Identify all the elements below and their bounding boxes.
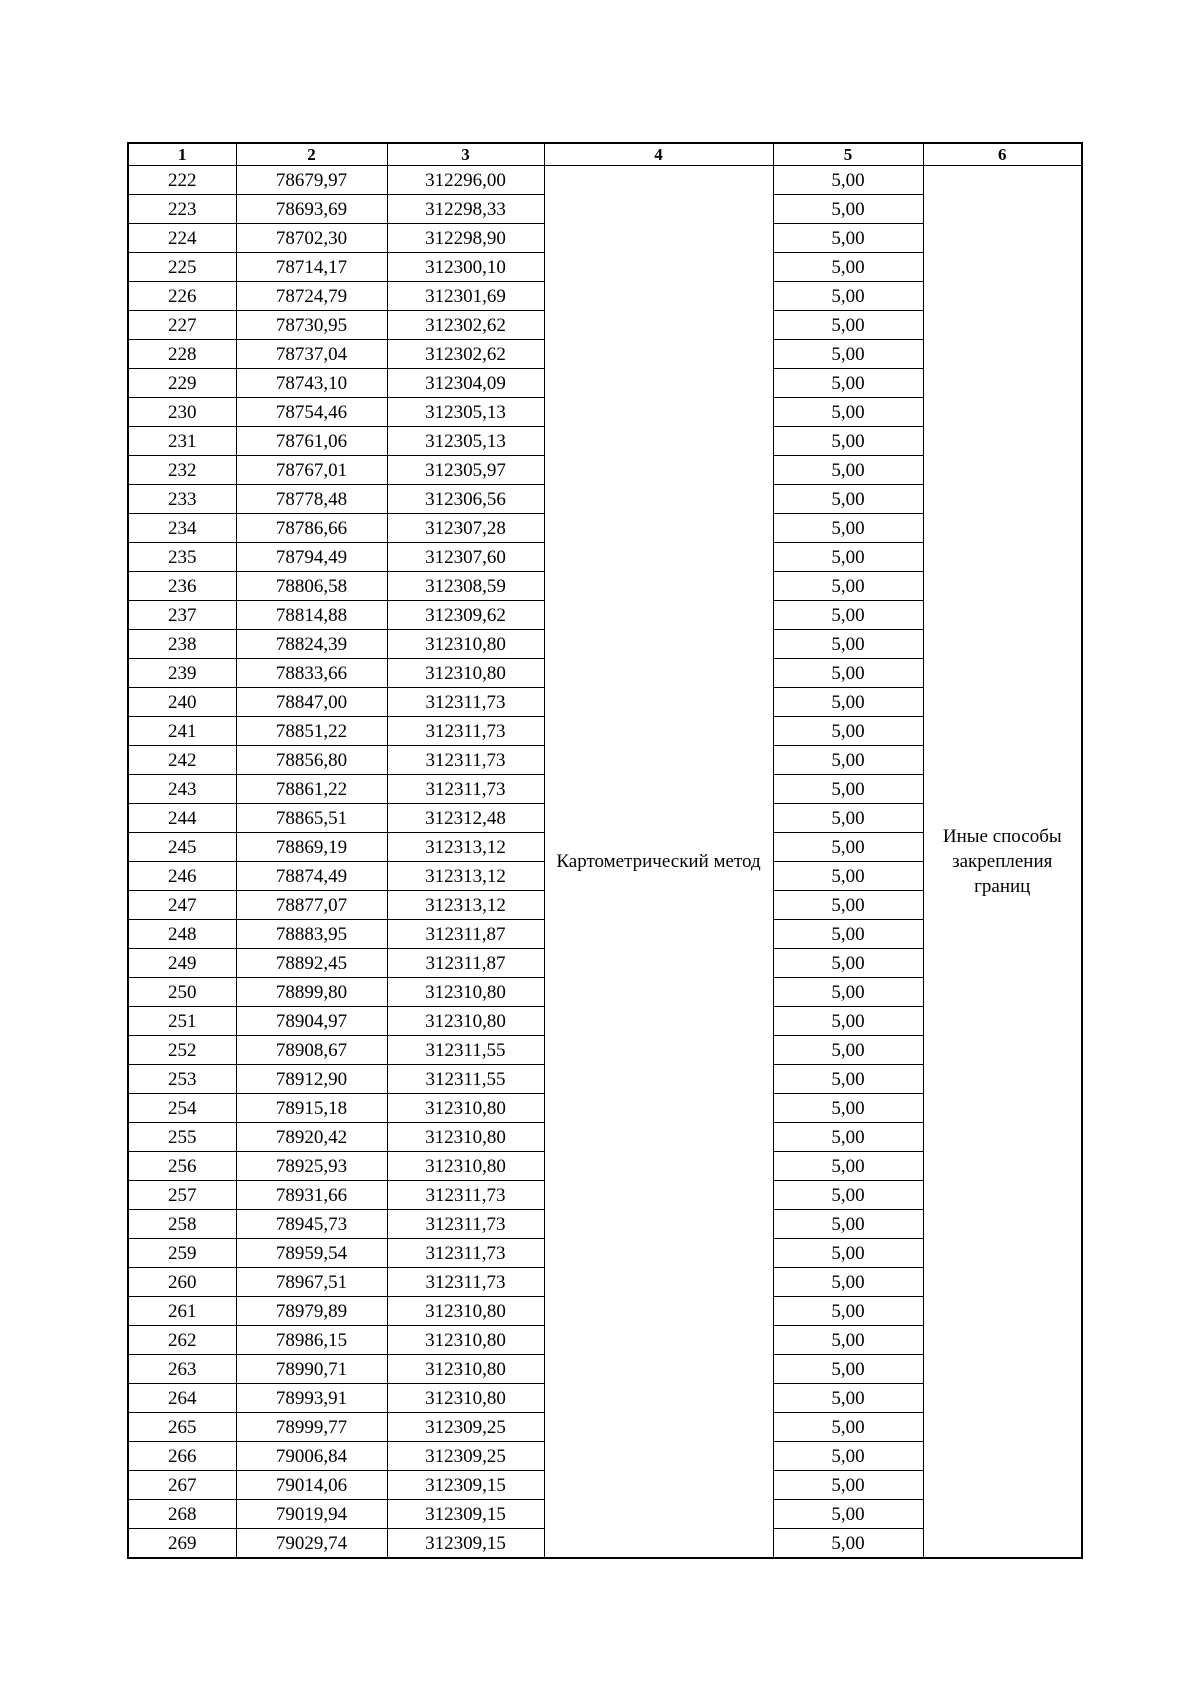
coordinates-table (127, 142, 1083, 1559)
x-coordinate-cell: 78877,07 (236, 891, 387, 920)
y-coordinate-cell: 312305,13 (387, 427, 544, 456)
accuracy-cell: 5,00 (773, 833, 923, 862)
y-coordinate-cell: 312310,80 (387, 1094, 544, 1123)
point-number-cell: 263 (128, 1355, 236, 1384)
x-coordinate-cell: 78737,04 (236, 340, 387, 369)
point-number-cell: 233 (128, 485, 236, 514)
accuracy-cell: 5,00 (773, 311, 923, 340)
point-number-cell: 229 (128, 369, 236, 398)
accuracy-cell: 5,00 (773, 1326, 923, 1355)
x-coordinate-cell: 78912,90 (236, 1065, 387, 1094)
x-coordinate-cell: 78869,19 (236, 833, 387, 862)
accuracy-cell: 5,00 (773, 572, 923, 601)
y-coordinate-cell: 312309,15 (387, 1500, 544, 1529)
x-coordinate-cell: 78824,39 (236, 630, 387, 659)
x-coordinate-cell: 78806,58 (236, 572, 387, 601)
y-coordinate-cell: 312311,55 (387, 1036, 544, 1065)
point-number-cell: 234 (128, 514, 236, 543)
accuracy-cell: 5,00 (773, 485, 923, 514)
accuracy-cell: 5,00 (773, 920, 923, 949)
point-number-cell: 239 (128, 659, 236, 688)
table-header (128, 143, 1082, 166)
point-number-cell: 235 (128, 543, 236, 572)
x-coordinate-cell: 78851,22 (236, 717, 387, 746)
y-coordinate-cell: 312311,73 (387, 746, 544, 775)
accuracy-cell: 5,00 (773, 456, 923, 485)
accuracy-cell: 5,00 (773, 1442, 923, 1471)
y-coordinate-cell: 312313,12 (387, 833, 544, 862)
point-number-cell: 253 (128, 1065, 236, 1094)
accuracy-cell: 5,00 (773, 978, 923, 1007)
y-coordinate-cell: 312311,73 (387, 717, 544, 746)
point-number-cell: 231 (128, 427, 236, 456)
accuracy-cell: 5,00 (773, 1471, 923, 1500)
y-coordinate-cell: 312310,80 (387, 1007, 544, 1036)
x-coordinate-cell: 78931,66 (236, 1181, 387, 1210)
y-coordinate-cell: 312311,73 (387, 1210, 544, 1239)
accuracy-cell: 5,00 (773, 340, 923, 369)
y-coordinate-cell: 312313,12 (387, 862, 544, 891)
x-coordinate-cell: 78767,01 (236, 456, 387, 485)
y-coordinate-cell: 312302,62 (387, 311, 544, 340)
point-number-cell: 232 (128, 456, 236, 485)
accuracy-cell: 5,00 (773, 1123, 923, 1152)
y-coordinate-cell: 312307,28 (387, 514, 544, 543)
x-coordinate-cell: 78959,54 (236, 1239, 387, 1268)
x-coordinate-cell: 78754,46 (236, 398, 387, 427)
accuracy-cell: 5,00 (773, 1181, 923, 1210)
point-number-cell: 250 (128, 978, 236, 1007)
x-coordinate-cell: 78899,80 (236, 978, 387, 1007)
point-number-cell: 267 (128, 1471, 236, 1500)
x-coordinate-cell: 78743,10 (236, 369, 387, 398)
header-col-1: 1 (128, 143, 236, 166)
point-number-cell: 260 (128, 1268, 236, 1297)
y-coordinate-cell: 312298,90 (387, 224, 544, 253)
x-coordinate-cell: 78967,51 (236, 1268, 387, 1297)
y-coordinate-cell: 312310,80 (387, 1297, 544, 1326)
point-number-cell: 256 (128, 1152, 236, 1181)
x-coordinate-cell: 78999,77 (236, 1413, 387, 1442)
point-number-cell: 225 (128, 253, 236, 282)
accuracy-cell: 5,00 (773, 862, 923, 891)
point-number-cell: 262 (128, 1326, 236, 1355)
accuracy-cell: 5,00 (773, 1384, 923, 1413)
x-coordinate-cell: 78990,71 (236, 1355, 387, 1384)
point-number-cell: 249 (128, 949, 236, 978)
point-number-cell: 269 (128, 1529, 236, 1559)
accuracy-cell: 5,00 (773, 1210, 923, 1239)
accuracy-cell: 5,00 (773, 1413, 923, 1442)
y-coordinate-cell: 312310,80 (387, 1355, 544, 1384)
x-coordinate-cell: 78861,22 (236, 775, 387, 804)
point-number-cell: 237 (128, 601, 236, 630)
point-number-cell: 251 (128, 1007, 236, 1036)
x-coordinate-cell: 79019,94 (236, 1500, 387, 1529)
fixing-method-cell: Иные способы закрепления границ (923, 166, 1082, 1559)
point-number-cell: 238 (128, 630, 236, 659)
accuracy-cell: 5,00 (773, 282, 923, 311)
accuracy-cell: 5,00 (773, 746, 923, 775)
x-coordinate-cell: 78915,18 (236, 1094, 387, 1123)
point-number-cell: 223 (128, 195, 236, 224)
accuracy-cell: 5,00 (773, 224, 923, 253)
y-coordinate-cell: 312311,73 (387, 1181, 544, 1210)
y-coordinate-cell: 312306,56 (387, 485, 544, 514)
x-coordinate-cell: 78714,17 (236, 253, 387, 282)
x-coordinate-cell: 79006,84 (236, 1442, 387, 1471)
x-coordinate-cell: 78865,51 (236, 804, 387, 833)
point-number-cell: 261 (128, 1297, 236, 1326)
accuracy-cell: 5,00 (773, 195, 923, 224)
accuracy-cell: 5,00 (773, 949, 923, 978)
x-coordinate-cell: 78908,67 (236, 1036, 387, 1065)
point-number-cell: 252 (128, 1036, 236, 1065)
y-coordinate-cell: 312310,80 (387, 659, 544, 688)
y-coordinate-cell: 312308,59 (387, 572, 544, 601)
x-coordinate-cell: 78945,73 (236, 1210, 387, 1239)
x-coordinate-cell: 78979,89 (236, 1297, 387, 1326)
accuracy-cell: 5,00 (773, 891, 923, 920)
point-number-cell: 228 (128, 340, 236, 369)
y-coordinate-cell: 312310,80 (387, 1384, 544, 1413)
table-row (128, 166, 1082, 195)
point-number-cell: 226 (128, 282, 236, 311)
point-number-cell: 259 (128, 1239, 236, 1268)
y-coordinate-cell: 312313,12 (387, 891, 544, 920)
accuracy-cell: 5,00 (773, 688, 923, 717)
y-coordinate-cell: 312300,10 (387, 253, 544, 282)
x-coordinate-cell: 78693,69 (236, 195, 387, 224)
x-coordinate-cell: 78925,93 (236, 1152, 387, 1181)
x-coordinate-cell: 78814,88 (236, 601, 387, 630)
accuracy-cell: 5,00 (773, 1500, 923, 1529)
accuracy-cell: 5,00 (773, 630, 923, 659)
point-number-cell: 244 (128, 804, 236, 833)
x-coordinate-cell: 78883,95 (236, 920, 387, 949)
y-coordinate-cell: 312309,25 (387, 1442, 544, 1471)
y-coordinate-cell: 312310,80 (387, 1152, 544, 1181)
accuracy-cell: 5,00 (773, 804, 923, 833)
y-coordinate-cell: 312301,69 (387, 282, 544, 311)
y-coordinate-cell: 312302,62 (387, 340, 544, 369)
y-coordinate-cell: 312311,73 (387, 1239, 544, 1268)
header-col-3: 3 (387, 143, 544, 166)
x-coordinate-cell: 78874,49 (236, 862, 387, 891)
y-coordinate-cell: 312311,73 (387, 688, 544, 717)
point-number-cell: 241 (128, 717, 236, 746)
x-coordinate-cell: 78730,95 (236, 311, 387, 340)
accuracy-cell: 5,00 (773, 601, 923, 630)
point-number-cell: 266 (128, 1442, 236, 1471)
y-coordinate-cell: 312305,13 (387, 398, 544, 427)
point-number-cell: 240 (128, 688, 236, 717)
point-number-cell: 247 (128, 891, 236, 920)
x-coordinate-cell: 78794,49 (236, 543, 387, 572)
accuracy-cell: 5,00 (773, 427, 923, 456)
y-coordinate-cell: 312310,80 (387, 630, 544, 659)
point-number-cell: 268 (128, 1500, 236, 1529)
point-number-cell: 227 (128, 311, 236, 340)
accuracy-cell: 5,00 (773, 1007, 923, 1036)
x-coordinate-cell: 78702,30 (236, 224, 387, 253)
x-coordinate-cell: 78920,42 (236, 1123, 387, 1152)
accuracy-cell: 5,00 (773, 1355, 923, 1384)
header-col-2: 2 (236, 143, 387, 166)
y-coordinate-cell: 312309,62 (387, 601, 544, 630)
y-coordinate-cell: 312311,87 (387, 920, 544, 949)
x-coordinate-cell: 78724,79 (236, 282, 387, 311)
y-coordinate-cell: 312310,80 (387, 1123, 544, 1152)
y-coordinate-cell: 312307,60 (387, 543, 544, 572)
point-number-cell: 264 (128, 1384, 236, 1413)
accuracy-cell: 5,00 (773, 1152, 923, 1181)
x-coordinate-cell: 78761,06 (236, 427, 387, 456)
y-coordinate-cell: 312309,15 (387, 1471, 544, 1500)
x-coordinate-cell: 79029,74 (236, 1529, 387, 1559)
point-number-cell: 243 (128, 775, 236, 804)
accuracy-cell: 5,00 (773, 398, 923, 427)
y-coordinate-cell: 312311,73 (387, 1268, 544, 1297)
accuracy-cell: 5,00 (773, 1065, 923, 1094)
x-coordinate-cell: 78993,91 (236, 1384, 387, 1413)
accuracy-cell: 5,00 (773, 166, 923, 195)
accuracy-cell: 5,00 (773, 659, 923, 688)
point-number-cell: 242 (128, 746, 236, 775)
point-number-cell: 258 (128, 1210, 236, 1239)
y-coordinate-cell: 312304,09 (387, 369, 544, 398)
accuracy-cell: 5,00 (773, 253, 923, 282)
point-number-cell: 248 (128, 920, 236, 949)
y-coordinate-cell: 312309,25 (387, 1413, 544, 1442)
x-coordinate-cell: 78856,80 (236, 746, 387, 775)
accuracy-cell: 5,00 (773, 1036, 923, 1065)
point-number-cell: 257 (128, 1181, 236, 1210)
point-number-cell: 230 (128, 398, 236, 427)
header-col-6: 6 (923, 143, 1082, 166)
point-number-cell: 246 (128, 862, 236, 891)
accuracy-cell: 5,00 (773, 1529, 923, 1559)
point-number-cell: 236 (128, 572, 236, 601)
accuracy-cell: 5,00 (773, 1297, 923, 1326)
y-coordinate-cell: 312311,87 (387, 949, 544, 978)
x-coordinate-cell: 78833,66 (236, 659, 387, 688)
y-coordinate-cell: 312310,80 (387, 978, 544, 1007)
x-coordinate-cell: 78679,97 (236, 166, 387, 195)
accuracy-cell: 5,00 (773, 1239, 923, 1268)
y-coordinate-cell: 312296,00 (387, 166, 544, 195)
y-coordinate-cell: 312310,80 (387, 1326, 544, 1355)
point-number-cell: 245 (128, 833, 236, 862)
y-coordinate-cell: 312309,15 (387, 1529, 544, 1559)
x-coordinate-cell: 78986,15 (236, 1326, 387, 1355)
point-number-cell: 265 (128, 1413, 236, 1442)
accuracy-cell: 5,00 (773, 775, 923, 804)
accuracy-cell: 5,00 (773, 717, 923, 746)
header-row (128, 143, 1082, 166)
y-coordinate-cell: 312312,48 (387, 804, 544, 833)
y-coordinate-cell: 312311,55 (387, 1065, 544, 1094)
point-number-cell: 222 (128, 166, 236, 195)
accuracy-cell: 5,00 (773, 543, 923, 572)
accuracy-cell: 5,00 (773, 514, 923, 543)
x-coordinate-cell: 78847,00 (236, 688, 387, 717)
x-coordinate-cell: 78786,66 (236, 514, 387, 543)
y-coordinate-cell: 312311,73 (387, 775, 544, 804)
accuracy-cell: 5,00 (773, 1268, 923, 1297)
point-number-cell: 255 (128, 1123, 236, 1152)
x-coordinate-cell: 78778,48 (236, 485, 387, 514)
y-coordinate-cell: 312305,97 (387, 456, 544, 485)
accuracy-cell: 5,00 (773, 1094, 923, 1123)
method-cell: Картометрический метод (544, 166, 773, 1559)
point-number-cell: 254 (128, 1094, 236, 1123)
accuracy-cell: 5,00 (773, 369, 923, 398)
x-coordinate-cell: 78892,45 (236, 949, 387, 978)
x-coordinate-cell: 78904,97 (236, 1007, 387, 1036)
header-col-5: 5 (773, 143, 923, 166)
point-number-cell: 224 (128, 224, 236, 253)
y-coordinate-cell: 312298,33 (387, 195, 544, 224)
x-coordinate-cell: 79014,06 (236, 1471, 387, 1500)
table-body (128, 166, 1082, 1559)
header-col-4: 4 (544, 143, 773, 166)
